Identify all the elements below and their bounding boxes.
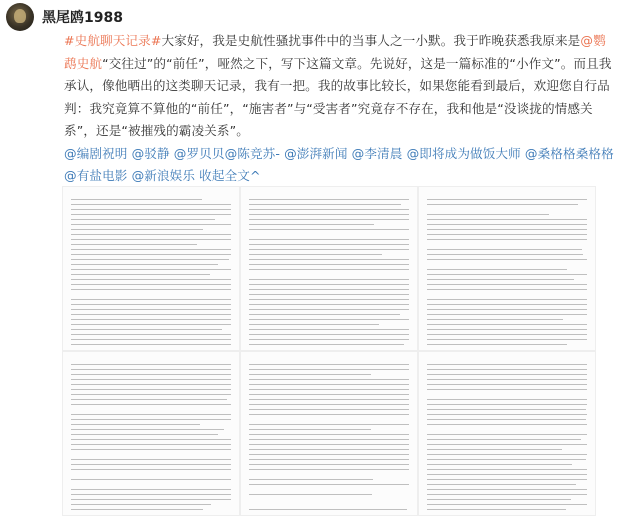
text-line [249,444,409,445]
text-line [427,299,587,300]
text-line [427,339,587,340]
text-line [249,324,379,325]
text-line [71,434,218,435]
text-line [71,214,231,215]
text-line [71,324,231,325]
text-line [71,264,218,265]
image-thumbnail[interactable] [240,186,418,351]
text-line [71,494,231,495]
text-line [249,254,382,255]
text-line [427,279,574,280]
text-line [249,314,400,315]
text-line [427,239,587,240]
text-line [71,249,231,250]
text-line [249,224,374,225]
text-line [249,214,409,215]
text-line [71,469,231,470]
text-line [71,389,231,390]
text-line [427,389,587,390]
text-line [427,504,587,505]
text-line [249,289,409,290]
text-line [71,439,231,440]
text-line [427,419,586,420]
text-line [427,499,571,500]
text-line [427,509,566,510]
text-line [71,224,231,225]
text-line [427,204,578,205]
image-thumbnail[interactable] [418,351,596,516]
text-line [249,319,409,320]
text-line [427,424,587,425]
text-line [71,464,231,465]
text-line [71,379,231,380]
text-line [71,209,231,210]
text-line [249,464,409,465]
text-line [249,329,409,330]
text-line [427,469,587,470]
text-line [427,199,587,200]
text-line [427,324,587,325]
text-line [427,344,567,345]
text-line [249,239,409,240]
text-line [71,259,229,260]
text-line [249,269,409,270]
text-line [71,299,231,300]
text-line [427,474,587,475]
text-line [249,219,409,220]
text-line [249,454,409,455]
text-line [249,374,371,375]
text-line [71,339,231,340]
text-line [71,334,231,335]
text-line [249,209,409,210]
text-line [427,334,587,335]
text-line [249,389,409,390]
text-line [71,479,231,480]
text-line [249,344,404,345]
text-line [71,429,224,430]
text-line [249,229,409,230]
text-line [427,319,563,320]
image-thumbnail[interactable] [418,186,596,351]
text-line [249,304,409,305]
text-line [71,254,231,255]
text-line [71,404,231,405]
text-line [249,469,409,470]
text-line [427,374,587,375]
mention-9[interactable]: @有盐电影 [64,168,128,183]
chevron-up-icon: ^ [249,168,261,183]
text-line [427,464,572,465]
text-line [249,414,409,415]
text-line [249,434,409,435]
text-line [71,509,203,510]
text-line [71,319,231,320]
text-line [71,199,202,200]
text-line [249,449,409,450]
text-line [249,439,409,440]
text-line [427,399,587,400]
mention-5[interactable]: @澎湃新闻 [284,145,348,161]
text-line [71,344,231,345]
text-line [249,259,409,260]
collapse-link[interactable] [199,168,260,183]
text-line [427,369,587,370]
text-line [249,384,409,385]
text-line [427,409,586,410]
text-line [71,459,231,460]
mention-6[interactable]: @李清晨 [351,145,403,161]
text-line [427,219,587,220]
text-line [71,419,231,420]
username[interactable]: 黑尾鸥1988 [42,10,123,26]
text-line [71,239,231,240]
text-line [249,399,409,400]
text-line [71,314,231,315]
text-line [71,304,231,305]
text-line [427,434,587,435]
mention-link[interactable]: @鹦鹉史航 [64,33,606,71]
text-line [427,384,587,385]
text-line [71,444,231,445]
text-line [71,284,231,285]
avatar[interactable] [6,3,34,31]
mention-2[interactable]: @驳静 [131,145,170,161]
text-line [427,274,587,275]
collapse-label: 收起全文 [199,168,250,183]
text-line [427,224,587,225]
text-line [249,204,401,205]
text-line [71,219,215,220]
text-line [249,429,371,430]
mention-4[interactable]: @陈竞苏- [224,145,280,161]
post-text-1: 大家好，我是史航性骚扰事件中的当事人之一小默。我于昨晚获悉我原来是 [161,33,581,48]
topic-link[interactable]: #史航聊天记录# [64,33,162,48]
text-line [71,414,231,415]
text-line [427,234,587,235]
image-thumbnail[interactable] [62,351,240,516]
text-line [249,459,409,460]
text-line [427,444,587,445]
text-line [71,504,211,505]
text-line [427,259,587,260]
text-line [427,229,587,230]
text-line [427,214,549,215]
mention-10[interactable]: @新浪娱乐 [131,168,196,183]
text-line [71,274,210,275]
text-line [249,379,409,380]
text-line [427,329,587,330]
text-line [71,364,231,365]
text-line [427,269,567,270]
text-line [71,329,222,330]
text-line [427,414,587,415]
text-line [427,304,587,305]
text-line [249,404,409,405]
image-thumbnail[interactable] [62,186,240,351]
mention-3[interactable]: @罗贝贝 [173,145,225,161]
text-line [427,284,587,285]
text-line [71,369,231,370]
text-line [249,264,409,265]
mention-8[interactable]: @桑格格桑格格 [524,145,614,161]
text-line [249,299,409,300]
text-line [71,499,231,500]
text-line [427,484,576,485]
text-line [249,279,409,280]
post-text-2: “交往过”的“前任”，哑然之下，写下这篇文章。先说好，这是一篇标准的“小作文”。而且我承认，像他晒出的这类聊天记录，我有一把。我的故事比较长，如果您能看到最后，欢迎您自行品判：我究竟算不算他的“前任”，“施害者”与“受害者”究竟存不存在，我和他是“没谈拢的情感关系”，还是“被摧残的霸凌关系”。 [64,55,612,138]
text-line [71,449,231,450]
text-line [71,279,231,280]
text-line [249,484,409,485]
text-line [249,339,409,340]
text-line [427,249,582,250]
text-line [71,244,197,245]
text-line [249,199,409,200]
text-line [249,284,409,285]
text-line [71,289,231,290]
text-line [249,509,407,510]
text-line [249,244,409,245]
text-line [249,479,373,480]
text-line [249,424,409,425]
text-line [71,309,231,310]
text-line [427,379,587,380]
text-line [427,479,587,480]
text-line [427,289,587,290]
text-line [71,229,203,230]
mention-7[interactable]: @即将成为做饭大师 [406,145,521,161]
text-line [71,234,231,235]
text-line [427,489,587,490]
text-line [427,314,587,315]
text-line [249,369,409,370]
text-line [249,494,372,495]
text-line [427,254,583,255]
post-body [64,30,616,188]
image-grid [62,186,596,516]
text-line [427,364,587,365]
text-line [427,439,581,440]
text-line [71,374,231,375]
text-line [249,394,409,395]
text-line [249,409,409,410]
mention-1[interactable]: @编剧祝明 [64,145,128,161]
text-line [71,489,231,490]
text-line [427,309,587,310]
text-line [427,404,587,405]
post-header [6,4,123,30]
text-line [427,454,587,455]
text-line [249,334,409,335]
text-line [71,399,227,400]
text-line [71,424,200,425]
text-line [427,449,562,450]
text-line [71,269,231,270]
text-line [249,249,409,250]
text-line [71,204,231,205]
text-line [249,364,409,365]
text-line [427,459,586,460]
image-thumbnail[interactable] [240,351,418,516]
text-line [427,494,587,495]
text-line [249,294,409,295]
text-line [249,309,409,310]
text-line [71,394,231,395]
text-line [71,384,231,385]
